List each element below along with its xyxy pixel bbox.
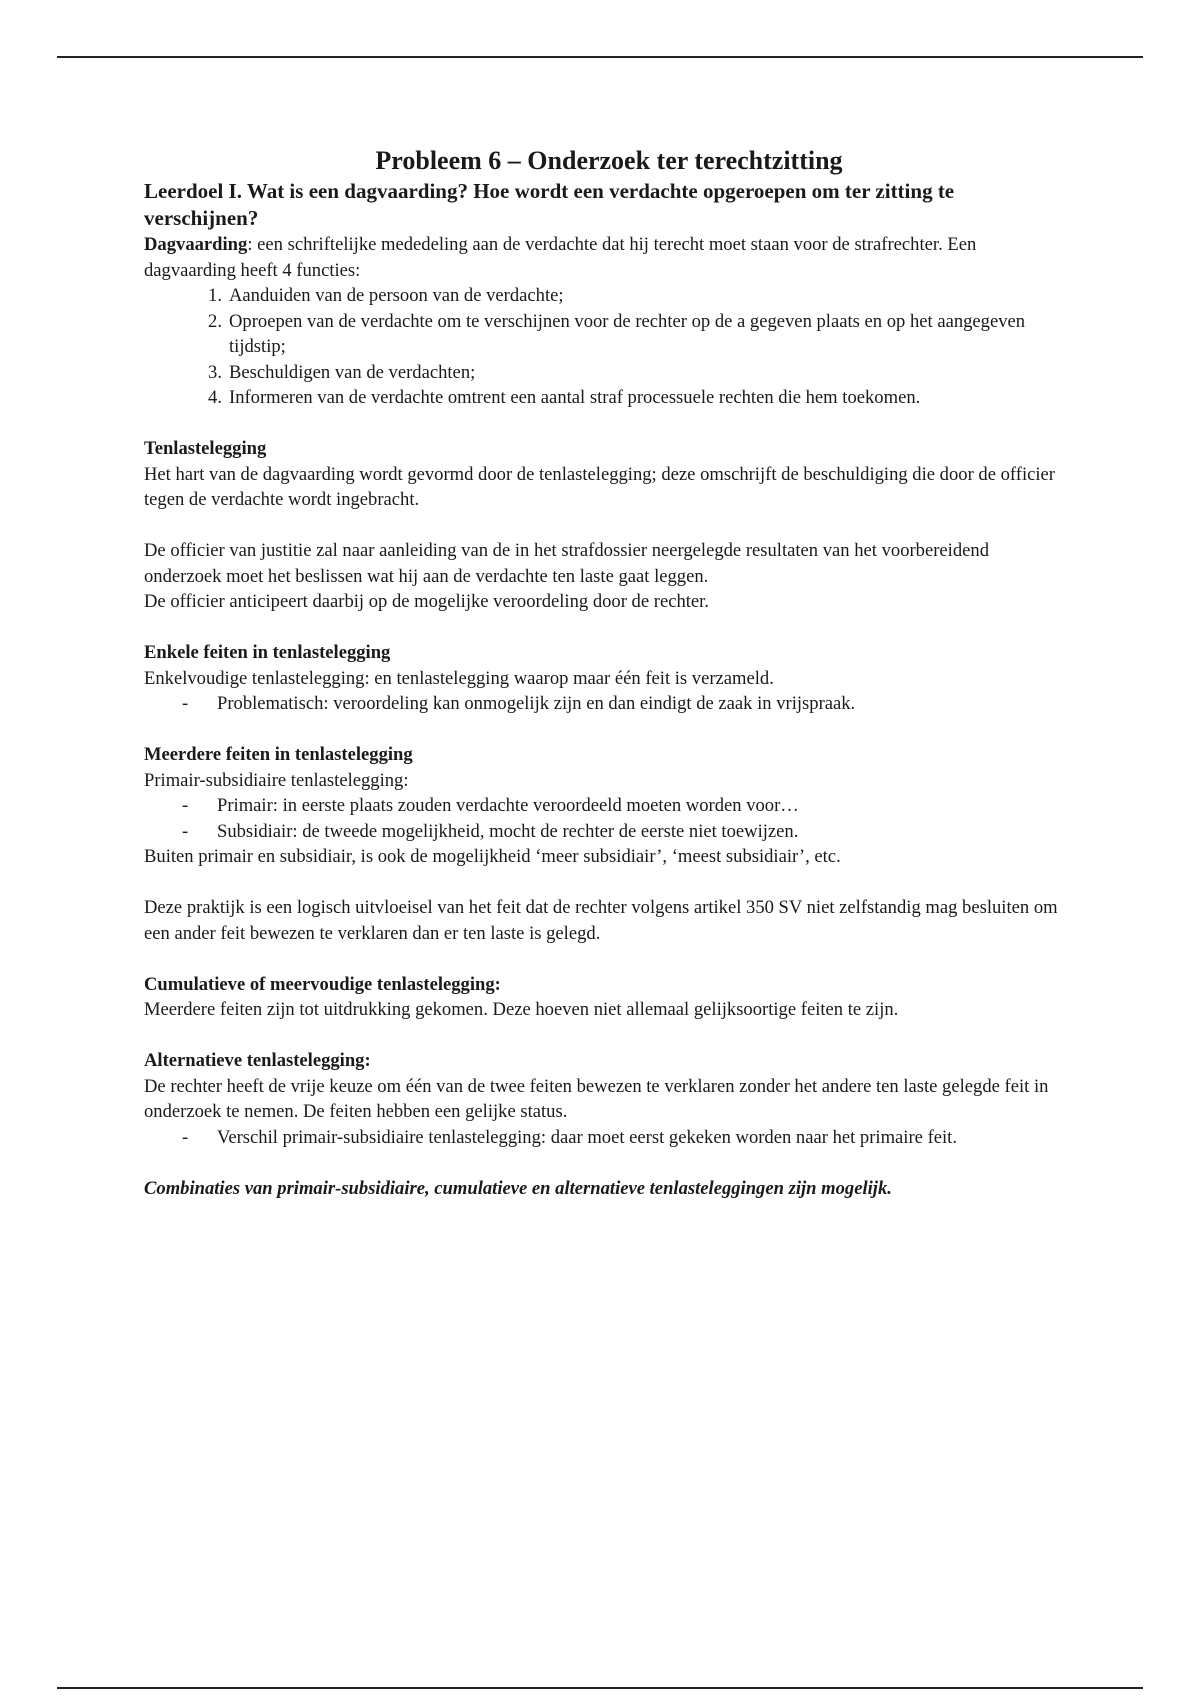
list-item <box>144 283 1064 309</box>
list-item <box>144 309 1064 360</box>
section-heading-enkele: Enkele feiten in tenlastelegging <box>144 642 391 663</box>
list-item <box>144 1125 1064 1151</box>
dash-bullet: - <box>182 693 189 714</box>
learning-goal-heading: Leerdoel I. Wat is een dagvaarding? Hoe wordt een verdachte opgeroepen om ter zitting te verschijnen? <box>144 179 955 230</box>
functions-list <box>144 283 1064 411</box>
list-item-text: Verschil primair-subsidiaire tenlastelegging: daar moet eerst gekeken worden naar het primaire feit. <box>217 1126 957 1148</box>
paragraph: Enkelvoudige tenlastelegging: en tenlastelegging waarop maar één feit is verzameld. <box>144 667 774 689</box>
paragraph: Primair-subsidiaire tenlastelegging: <box>144 769 409 791</box>
intro-text: : een schriftelijke mededeling aan de verdachte dat hij terecht moet staan voor de strafrechter. Een dagvaarding heeft 4 functies: <box>144 234 977 281</box>
list-item <box>144 360 1064 386</box>
dash-bullet: - <box>182 820 189 842</box>
intro-term: Dagvaarding <box>144 234 248 255</box>
paragraph: De officier van justitie zal naar aanleiding van de in het strafdossier neergelegde resultaten van het voorbereidend onderzoek moet het beslissen wat hij aan de verdachte ten laste gaat leggen. <box>144 540 989 587</box>
bullet-list <box>144 1125 1064 1151</box>
bullet-list <box>144 691 1064 717</box>
list-number: 4. <box>208 387 222 408</box>
list-item <box>144 691 1064 717</box>
list-item-text: Problematisch: veroordeling kan onmogelijk zijn en dan eindigt de zaak in vrijspraak. <box>217 693 856 714</box>
paragraph: Deze praktijk is een logisch uitvloeisel van het feit dat de rechter volgens artikel 350 SV niet zelfstandig mag besluiten om een ander feit bewezen te verklaren dan er ten laste is gelegd. <box>144 897 1058 944</box>
bullet-list <box>144 793 1064 844</box>
list-item-text: Beschuldigen van de verdachten; <box>229 361 476 383</box>
list-item <box>144 793 1064 819</box>
list-item-text: Informeren van de verdachte omtrent een aantal straf processuele rechten die hem toekomen. <box>229 387 921 408</box>
closing-statement: Combinaties van primair-subsidiaire, cumulatieve en alternatieve tenlasteleggingen zijn mogelijk. <box>144 1177 892 1199</box>
section-heading-meerdere: Meerdere feiten in tenlastelegging <box>144 744 413 765</box>
list-item-text: Oproepen van de verdachte om te verschijnen voor de rechter op de a gegeven plaats en op het aangegeven tijdstip; <box>229 310 1026 357</box>
list-item-text: Primair: in eerste plaats zouden verdachte veroordeeld moeten worden voor… <box>217 795 799 816</box>
list-number: 2. <box>208 310 222 332</box>
list-number: 1. <box>208 285 222 306</box>
paragraph: Meerdere feiten zijn tot uitdrukking gekomen. Deze hoeven niet allemaal gelijksoortige feiten te zijn. <box>144 999 899 1020</box>
section-heading-cumulatieve: Cumulatieve of meervoudige tenlastelegging: <box>144 973 501 995</box>
list-number: 3. <box>208 361 222 383</box>
section-heading-tenlastelegging: Tenlastelegging <box>144 438 267 459</box>
page-title: Probleem 6 – Onderzoek ter terechtzitting <box>375 146 843 175</box>
dash-bullet: - <box>182 1126 189 1148</box>
list-item-text: Subsidiair: de tweede mogelijkheid, mocht de rechter de eerste niet toewijzen. <box>217 820 799 842</box>
top-rule <box>57 56 1143 58</box>
list-item-text: Aanduiden van de persoon van de verdachte; <box>229 285 564 306</box>
paragraph: Het hart van de dagvaarding wordt gevormd door de tenlastelegging; deze omschrijft de beschuldiging die door de officier tegen de verdachte wordt ingebracht. <box>144 463 1055 510</box>
document-body <box>144 144 1064 1201</box>
list-item <box>144 385 1064 411</box>
intro-paragraph <box>144 232 1064 283</box>
paragraph: De officier anticipeert daarbij op de mogelijke veroordeling door de rechter. <box>144 591 709 612</box>
list-item <box>144 819 1064 845</box>
paragraph: Buiten primair en subsidiair, is ook de mogelijkheid ‘meer subsidiair’, ‘meest subsidiair’, etc. <box>144 846 841 867</box>
bottom-rule <box>57 1687 1143 1689</box>
paragraph: De rechter heeft de vrije keuze om één van de twee feiten bewezen te verklaren zonder het andere ten laste gelegde feit in onderzoek te nemen. De feiten hebben een gelijke status. <box>144 1075 1049 1122</box>
dash-bullet: - <box>182 795 189 816</box>
section-heading-alternatieve: Alternatieve tenlastelegging: <box>144 1050 371 1071</box>
